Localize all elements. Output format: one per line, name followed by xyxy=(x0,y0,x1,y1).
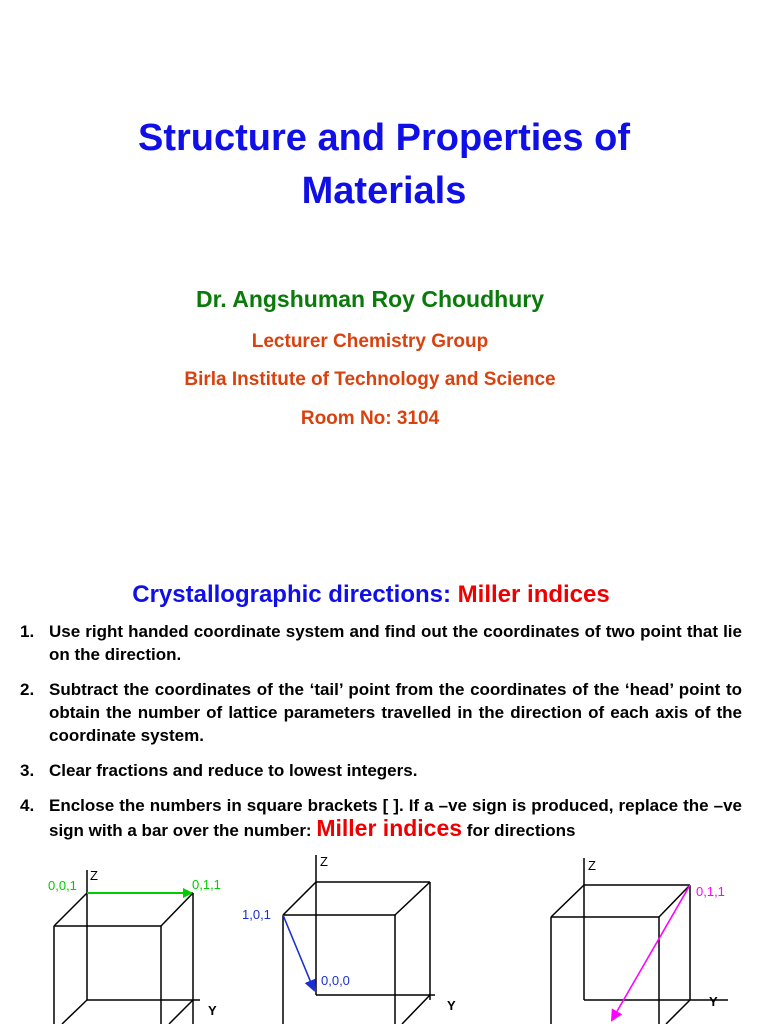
axis-z-label: Z xyxy=(90,868,98,883)
head-coordinate-label: 0,0,0 xyxy=(321,973,350,988)
axis-y-label: Y xyxy=(208,1003,217,1018)
section-heading xyxy=(0,581,742,609)
axis-z-label: Z xyxy=(320,854,328,869)
miller-direction-diagrams xyxy=(0,848,768,1024)
procedure-steps xyxy=(20,620,742,842)
author-room: Room No: 3104 xyxy=(300,408,440,429)
step-number: 4. xyxy=(20,796,35,815)
heading-highlight: Miller indices xyxy=(457,581,610,608)
diagram-3 xyxy=(551,858,728,1024)
direction-arrow xyxy=(283,915,314,990)
step-number: 3. xyxy=(20,761,35,780)
axis-y-label: Y xyxy=(447,998,456,1013)
presentation-title xyxy=(0,112,768,218)
step-text: Use right handed coordinate system and find out the coordinates of two point that lie on the direction. xyxy=(49,622,742,664)
diagram-2 xyxy=(242,854,456,1024)
step-text: Subtract the coordinates of the ‘tail’ point from the coordinates of the ‘head’ point to obtain the number of lattice parameters travelled in the direction of each axis of the coordinate system. xyxy=(49,680,742,745)
cube-outline xyxy=(551,858,728,1024)
step-text: Enclose the numbers in square brackets [ ]. If a –ve sign is produced, replace the –ve sign with a bar over the number: xyxy=(49,796,742,840)
author-role: Lecturer Chemistry Group xyxy=(251,331,489,352)
step-4 xyxy=(20,794,742,842)
step-highlight: Miller indices xyxy=(316,815,463,841)
step-number: 2. xyxy=(20,680,35,699)
cube-outline xyxy=(283,855,435,1024)
title-line-2: Materials xyxy=(301,170,467,212)
step-1 xyxy=(20,620,742,666)
axis-y-label: Y xyxy=(709,994,718,1009)
author-name: Dr. Angshuman Roy Choudhury xyxy=(196,286,544,312)
axis-z-label: Z xyxy=(588,858,596,873)
author-institute: Birla Institute of Technology and Science xyxy=(184,369,556,390)
head-coordinate-label: 0,1,1 xyxy=(192,877,221,892)
tail-coordinate-label: 0,0,1 xyxy=(48,878,77,893)
tail-coordinate-label: 0,1,1 xyxy=(696,884,725,899)
step-2 xyxy=(20,678,742,747)
step-3 xyxy=(20,759,742,782)
tail-coordinate-label: 1,0,1 xyxy=(242,907,271,922)
diagram-1 xyxy=(48,868,221,1024)
heading-main: Crystallographic directions: xyxy=(132,581,451,608)
title-line-1: Structure and Properties of xyxy=(138,117,630,159)
step-text-end: for directions xyxy=(466,821,576,840)
step-number: 1. xyxy=(20,622,35,641)
step-text: Clear fractions and reduce to lowest integers. xyxy=(49,761,418,780)
